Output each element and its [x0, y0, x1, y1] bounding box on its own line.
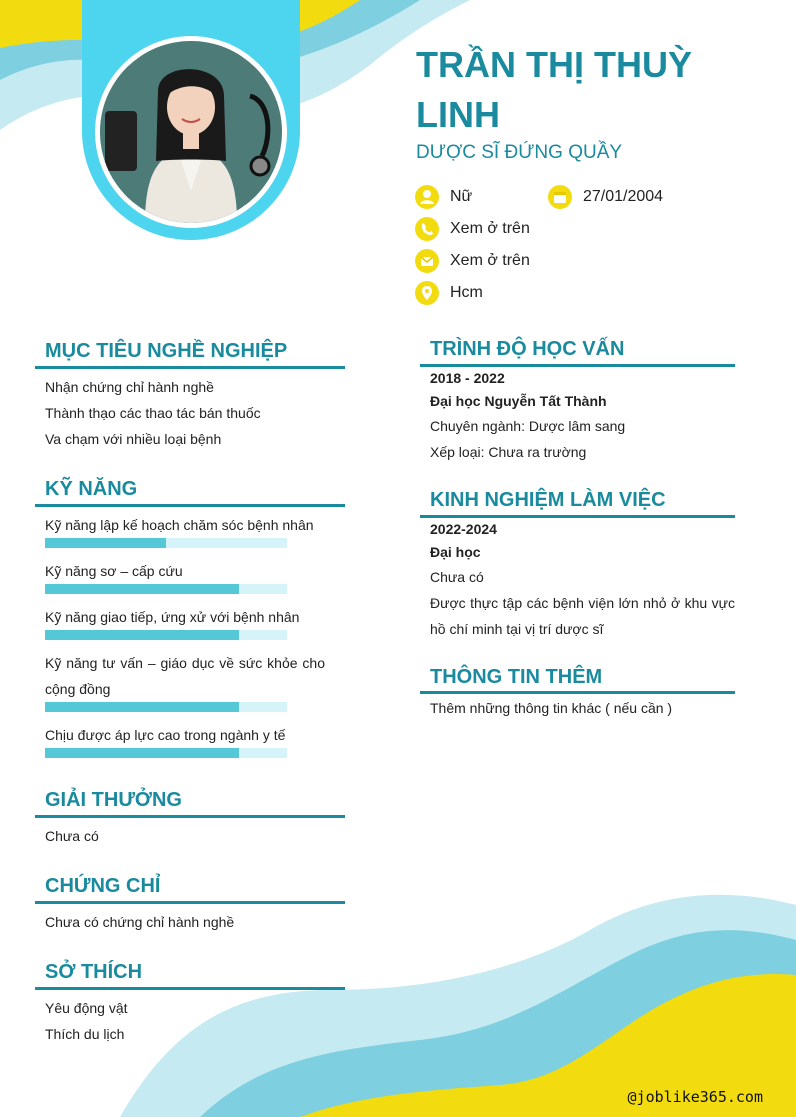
education-rule: [420, 364, 735, 367]
skill-label: Kỹ năng lập kế hoạch chăm sóc bệnh nhân: [45, 517, 314, 533]
avatar-illustration: [100, 41, 282, 223]
hobby-item: Thích du lịch: [45, 1026, 125, 1042]
skill-bar: [45, 748, 287, 758]
certificates-rule: [35, 901, 345, 904]
phone-icon: [415, 217, 439, 241]
extra-text: Thêm những thông tin khác ( nếu cần ): [430, 700, 673, 716]
skill-bar-fill: [45, 630, 239, 640]
objective-item: Va chạm với nhiều loại bệnh: [45, 431, 222, 447]
skill-bar-fill: [45, 538, 166, 548]
education-period: 2018 - 2022: [430, 370, 505, 386]
hobby-item: Yêu động vật: [45, 1000, 128, 1016]
education-school: Đại học Nguyễn Tất Thành: [430, 393, 607, 409]
skill-bar: [45, 702, 287, 712]
skill-bar: [45, 630, 287, 640]
dob-value: 27/01/2004: [583, 188, 664, 205]
award-item: Chưa có: [45, 828, 99, 844]
skill-label: Chịu được áp lực cao trong ngành y tế: [45, 727, 286, 743]
location-icon: [415, 281, 439, 305]
candidate-name: TRẦN THỊ THUỲ LINH: [416, 44, 692, 135]
experience-description: Được thực tập các bệnh viện lớn nhỏ ở khu vực hồ chí minh tại vị trí dược sĩ: [430, 595, 735, 637]
address-value: Hcm: [450, 284, 483, 301]
experience-title: KINH NGHIỆM LÀM VIỆC: [430, 489, 666, 511]
job-title: DƯỢC SĨ ĐỨNG QUẦY: [416, 142, 623, 163]
profile-photo: [95, 36, 287, 228]
education-major: Chuyên ngành: Dược lâm sang: [430, 418, 626, 434]
education-grade: Xếp loại: Chưa ra trường: [430, 444, 587, 460]
calendar-icon: [548, 185, 572, 209]
skill-bar-fill: [45, 748, 239, 758]
experience-rule: [420, 515, 735, 518]
skills-title: KỸ NĂNG: [45, 478, 138, 500]
gender-value: Nữ: [450, 188, 473, 205]
email-icon: [415, 249, 439, 273]
person-icon: [415, 185, 439, 209]
footer-watermark: @joblike365.com: [627, 1088, 763, 1106]
certificates-title: CHỨNG CHỈ: [45, 875, 161, 897]
phone-value: Xem ở trên: [450, 220, 530, 237]
extra-rule: [420, 691, 735, 694]
skill-label: Kỹ năng sơ – cấp cứu: [45, 563, 183, 579]
skills-rule: [35, 504, 345, 507]
extra-title: THÔNG TIN THÊM: [430, 666, 603, 688]
email-value: Xem ở trên: [450, 252, 530, 269]
hobbies-title: SỞ THÍCH: [45, 961, 143, 983]
skill-bar-fill: [45, 584, 239, 594]
skill-bar: [45, 584, 287, 594]
objective-rule: [35, 366, 345, 369]
skill-bar: [45, 538, 287, 548]
hobbies-rule: [35, 987, 345, 990]
awards-title: GIẢI THƯỞNG: [45, 789, 182, 811]
education-title: TRÌNH ĐỘ HỌC VẤN: [430, 338, 625, 360]
certificate-item: Chưa có chứng chỉ hành nghề: [45, 914, 235, 930]
experience-org: Đại học: [430, 544, 481, 560]
awards-rule: [35, 815, 345, 818]
objective-item: Nhận chứng chỉ hành nghề: [45, 379, 214, 395]
skill-label: Kỹ năng tư vấn – giáo dục về sức khỏe cho cộng đồng: [45, 655, 325, 697]
objective-title: MỤC TIÊU NGHỀ NGHIỆP: [45, 340, 288, 362]
skill-label: Kỹ năng giao tiếp, ứng xử với bệnh nhân: [45, 609, 300, 625]
objective-item: Thành thạo các thao tác bán thuốc: [45, 405, 261, 421]
experience-position: Chưa có: [430, 569, 484, 585]
skill-bar-fill: [45, 702, 239, 712]
experience-period: 2022-2024: [430, 521, 497, 537]
